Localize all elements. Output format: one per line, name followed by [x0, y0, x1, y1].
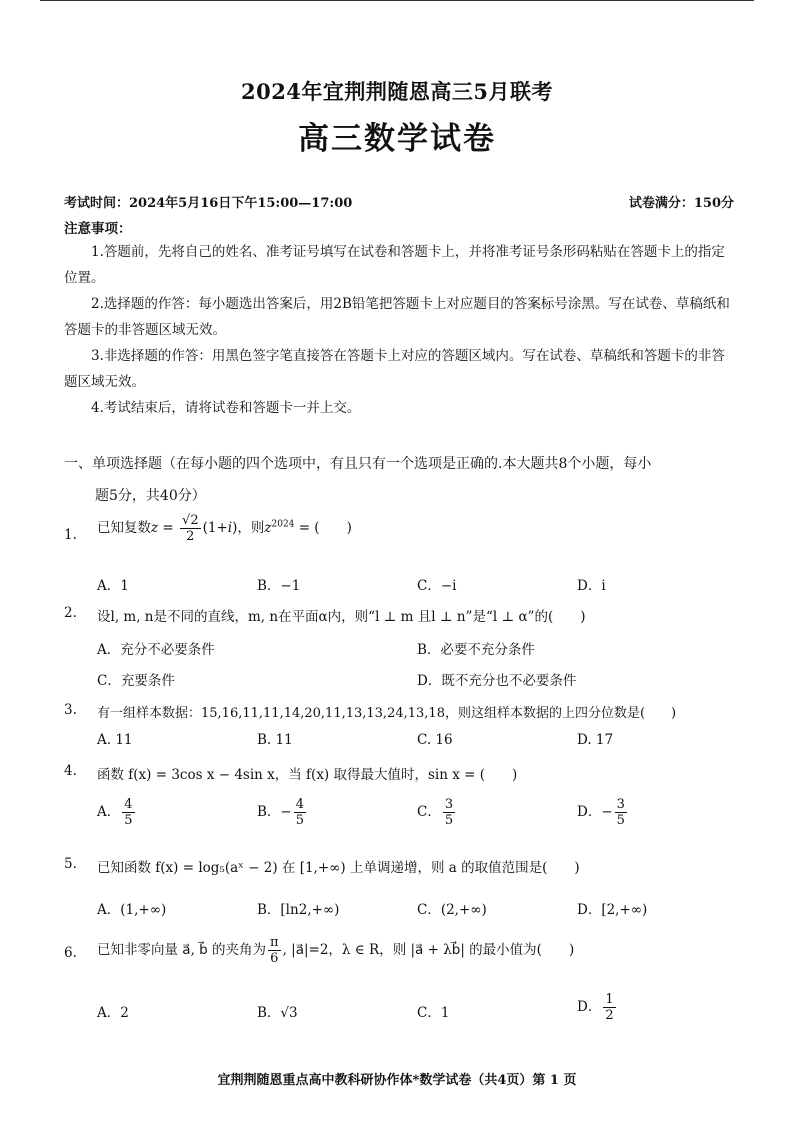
question-number: 5.	[64, 856, 77, 872]
fraction: $\frac{1}{2}$	[605, 992, 614, 1023]
option-a: A． $\frac{4}{5}$	[97, 797, 133, 828]
question-number: 3.	[64, 702, 77, 718]
option-b: B．−1	[257, 578, 301, 594]
fraction: $\frac{4}{5}$	[295, 797, 305, 828]
option-a: A．充分不必要条件	[97, 642, 215, 658]
section-heading	[64, 448, 740, 512]
option-c: C. 16	[417, 732, 453, 748]
option-d: D．[2,+∞)	[577, 902, 648, 918]
option-a: A．2	[97, 1005, 129, 1021]
fraction: $\frac{√2}{2}$	[182, 513, 199, 544]
question-number: 2.	[64, 605, 77, 621]
top-rule	[40, 0, 754, 1]
notice-item: 2.选择题的作答：每小题选出答案后，用2B铅笔把答题卡上对应题目的答案标号涂黑。写在试卷、草稿纸和答题卡的非答题区域无效。	[64, 296, 730, 338]
notice-list	[64, 239, 736, 421]
option-a: A．(1,+∞)	[97, 902, 167, 918]
question-stem: 设l, m, n是不同的直线，m, n在平面α内，则“l ⊥ m 且l ⊥ n”是“l ⊥ α”的( )	[97, 609, 586, 625]
fraction: $\frac{4}{5}$	[124, 797, 133, 828]
option-d: D．− $\frac{3}{5}$	[577, 797, 625, 828]
option-c: C．(2,+∞)	[417, 902, 487, 918]
option-b: B. 11	[257, 732, 293, 748]
question-number: 4.	[64, 763, 77, 779]
question-stem: 已知非零向量 a⃗, b⃗ 的夹角为 $\frac{\pi}{6}$ , |a⃗|=2，λ ∈ R，则 |a⃗ + λb⃗| 的最小值为( )	[97, 935, 575, 966]
fraction: $\frac{\pi}{6}$	[270, 935, 279, 966]
exam-time: 考试时间：2024年5月16日下午15:00—17:00	[64, 196, 353, 211]
fraction: $\frac{3}{5}$	[616, 797, 625, 828]
full-score: 试卷满分：150分	[628, 196, 734, 211]
question-stem: 已知复数z = $\frac{√2}{2}$ (1+i)，则$z^{2024}$ = ( )	[97, 513, 352, 544]
option-b: B．− $\frac{4}{5}$	[257, 797, 305, 828]
page-footer: 宜荆荆随恩重点高中教科研协作体*数学试卷（共4页）第 1 页	[217, 1073, 577, 1088]
option-b: B．[ln2,+∞)	[257, 902, 340, 918]
option-d: D． $\frac{1}{2}$	[577, 992, 614, 1023]
option-c: C． $\frac{3}{5}$	[417, 797, 454, 828]
option-c: C．充要条件	[97, 673, 175, 689]
question-stem: 函数 f(x) = 3cos x − 4sin x，当 f(x) 取得最大值时，sin x = ( )	[97, 767, 518, 783]
option-b: B．√3	[257, 1005, 298, 1021]
question-number: 1.	[64, 527, 77, 543]
section-heading-line1: 一、单项选择题（在每小题的四个选项中，有且只有一个选项是正确的.本大题共8个小题，每小	[64, 456, 652, 472]
fraction: $\frac{3}{5}$	[444, 797, 454, 828]
option-a: A. 11	[97, 732, 133, 748]
notice-item: 1.答题前，先将自己的姓名、准考证号填写在试卷和答题卡上，并将准考证号条形码粘贴在答题卡上的指定位置。	[64, 244, 725, 286]
notice-heading: 注意事项：	[64, 221, 132, 237]
question-stem: 已知函数 f(x) = log₅(aˣ − 2) 在 [1,+∞) 上单调递增，则 a 的取值范围是( )	[97, 860, 580, 876]
option-c: C．1	[417, 1005, 450, 1021]
exam-info	[64, 192, 734, 211]
section-heading-line2: 题5分，共40分）	[95, 488, 206, 504]
option-c: C．−i	[417, 578, 457, 594]
question-number: 6.	[64, 945, 77, 961]
option-d: D．i	[577, 578, 606, 594]
notice-item: 4.考试结束后，请将试卷和答题卡一并上交。	[91, 400, 361, 416]
exam-title: 2024年宜荆荆随恩高三5月联考	[240, 79, 554, 104]
option-d: D．既不充分也不必要条件	[417, 673, 577, 689]
question-stem: 有一组样本数据：15,16,11,11,14,20,11,13,13,24,13,18，则这组样本数据的上四分位数是( )	[97, 706, 677, 721]
option-b: B．必要不充分条件	[417, 642, 535, 658]
notice-item: 3.非选择题的作答：用黑色签字笔直接答在答题卡上对应的答题区域内。写在试卷、草稿纸和答题卡的非答题区域无效。	[64, 348, 725, 390]
option-d: D. 17	[577, 732, 614, 748]
option-a: A．1	[97, 578, 129, 594]
paper-title: 高三数学试卷	[298, 121, 496, 157]
